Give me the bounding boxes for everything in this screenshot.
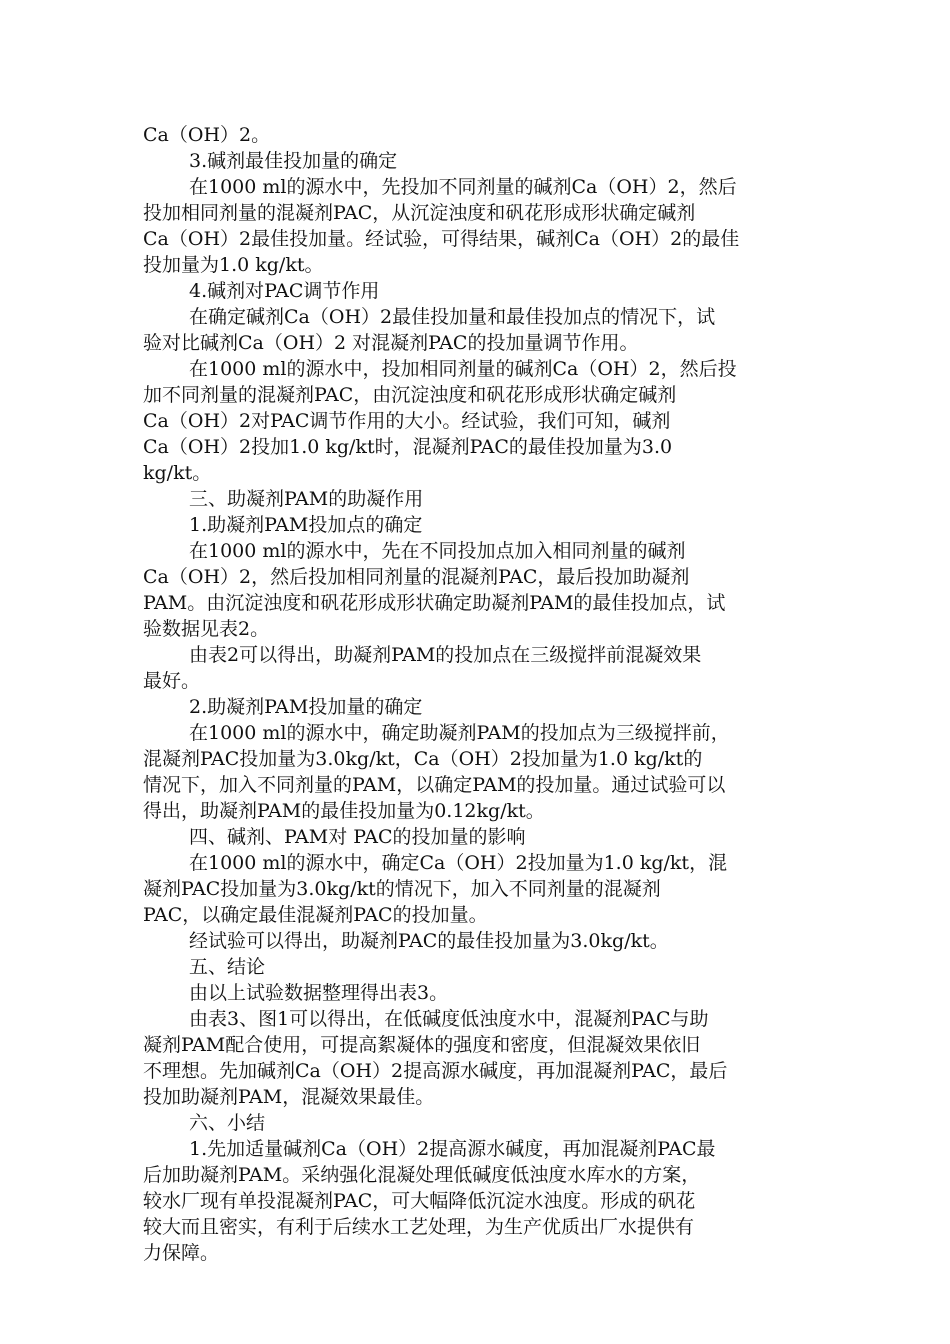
text-line: 不理想。先加碱剂Ca（OH）2提高源水碱度，再加混凝剂PAC，最后 bbox=[143, 1060, 728, 1082]
paragraph-line: 由表3、图1可以得出，在低碱度低浊度水中，混凝剂PAC与助 bbox=[189, 1008, 709, 1030]
text-line: Ca（OH）2最佳投加量。经试验，可得结果，碱剂Ca（OH）2的最佳 bbox=[143, 228, 740, 250]
paragraph-line: 在1000 ml的源水中，确定Ca（OH）2投加量为1.0 kg/kt，混 bbox=[189, 852, 728, 874]
text-line: 得出，助凝剂PAM的最佳投加量为0.12kg/kt。 bbox=[143, 800, 545, 822]
paragraph-line: 在1000 ml的源水中，投加相同剂量的碱剂Ca（OH）2，然后投 bbox=[189, 358, 737, 380]
text-line: Ca（OH）2对PAC调节作用的大小。经试验，我们可知，碱剂 bbox=[143, 410, 671, 432]
text-line: 验数据见表2。 bbox=[143, 618, 270, 640]
text-line: Ca（OH）2投加1.0 kg/kt时，混凝剂PAC的最佳投加量为3.0 bbox=[143, 436, 673, 458]
text-line: 投加量为1.0 kg/kt。 bbox=[143, 254, 324, 276]
section-heading: 五、结论 bbox=[189, 956, 266, 978]
paragraph-line: 在1000 ml的源水中，先投加不同剂量的碱剂Ca（OH）2，然后 bbox=[189, 176, 737, 198]
text-line: 凝剂PAC投加量为3.0kg/kt的情况下，加入不同剂量的混凝剂 bbox=[143, 878, 661, 900]
paragraph-line: 由以上试验数据整理得出表3。 bbox=[189, 982, 449, 1004]
paragraph-line: 在1000 ml的源水中，确定助凝剂PAM的投加点为三级搅拌前， bbox=[189, 722, 730, 744]
section-heading: 六、小结 bbox=[189, 1112, 266, 1134]
paragraph-line: 1.先加适量碱剂Ca（OH）2提高源水碱度，再加混凝剂PAC最 bbox=[189, 1138, 716, 1160]
text-line: 投加助凝剂PAM，混凝效果最佳。 bbox=[143, 1086, 435, 1108]
paragraph-line: 在1000 ml的源水中，先在不同投加点加入相同剂量的碱剂 bbox=[189, 540, 686, 562]
section-heading: 4.碱剂对PAC调节作用 bbox=[189, 280, 380, 302]
text-line: 最好。 bbox=[143, 670, 201, 692]
paragraph-line: 由表2可以得出，助凝剂PAM的投加点在三级搅拌前混凝效果 bbox=[189, 644, 702, 666]
text-line: 力保障。 bbox=[143, 1242, 220, 1264]
text-line: 混凝剂PAC投加量为3.0kg/kt，Ca（OH）2投加量为1.0 kg/kt的 bbox=[143, 748, 703, 770]
text-line: kg/kt。 bbox=[143, 462, 212, 484]
text-line: 后加助凝剂PAM。采纳强化混凝处理低碱度低浊度水库水的方案， bbox=[143, 1164, 701, 1186]
text-line: 加不同剂量的混凝剂PAC，由沉淀浊度和矾花形成形状确定碱剂 bbox=[143, 384, 677, 406]
text-line: Ca（OH）2，然后投加相同剂量的混凝剂PAC，最后投加助凝剂 bbox=[143, 566, 690, 588]
text-line: PAC，以确定最佳混凝剂PAC的投加量。 bbox=[143, 904, 488, 926]
text-line: Ca（OH）2。 bbox=[143, 124, 271, 146]
text-line: PAM。由沉淀浊度和矾花形成形状确定助凝剂PAM的最佳投加点，试 bbox=[143, 592, 726, 614]
section-heading: 1.助凝剂PAM投加点的确定 bbox=[189, 514, 423, 536]
text-line: 情况下，加入不同剂量的PAM，以确定PAM的投加量。通过试验可以 bbox=[143, 774, 726, 796]
text-line: 投加相同剂量的混凝剂PAC，从沉淀浊度和矾花形成形状确定碱剂 bbox=[143, 202, 696, 224]
text-line: 较大而且密实，有利于后续水工艺处理，为生产优质出厂水提供有 bbox=[143, 1216, 695, 1238]
text-line: 凝剂PAM配合使用，可提高絮凝体的强度和密度，但混凝效果依旧 bbox=[143, 1034, 701, 1056]
text-line: 较水厂现有单投混凝剂PAC，可大幅降低沉淀水浊度。形成的矾花 bbox=[143, 1190, 696, 1212]
section-heading: 3.碱剂最佳投加量的确定 bbox=[189, 150, 398, 172]
section-heading: 三、助凝剂PAM的助凝作用 bbox=[189, 488, 424, 510]
section-heading: 2.助凝剂PAM投加量的确定 bbox=[189, 696, 423, 718]
paragraph-line: 经试验可以得出，助凝剂PAC的最佳投加量为3.0kg/kt。 bbox=[189, 930, 669, 952]
text-line: 验对比碱剂Ca（OH）2 对混凝剂PAC的投加量调节作用。 bbox=[143, 332, 639, 354]
section-heading: 四、碱剂、PAM对 PAC的投加量的影响 bbox=[189, 826, 526, 848]
paragraph-line: 在确定碱剂Ca（OH）2最佳投加量和最佳投加点的情况下，试 bbox=[189, 306, 716, 328]
